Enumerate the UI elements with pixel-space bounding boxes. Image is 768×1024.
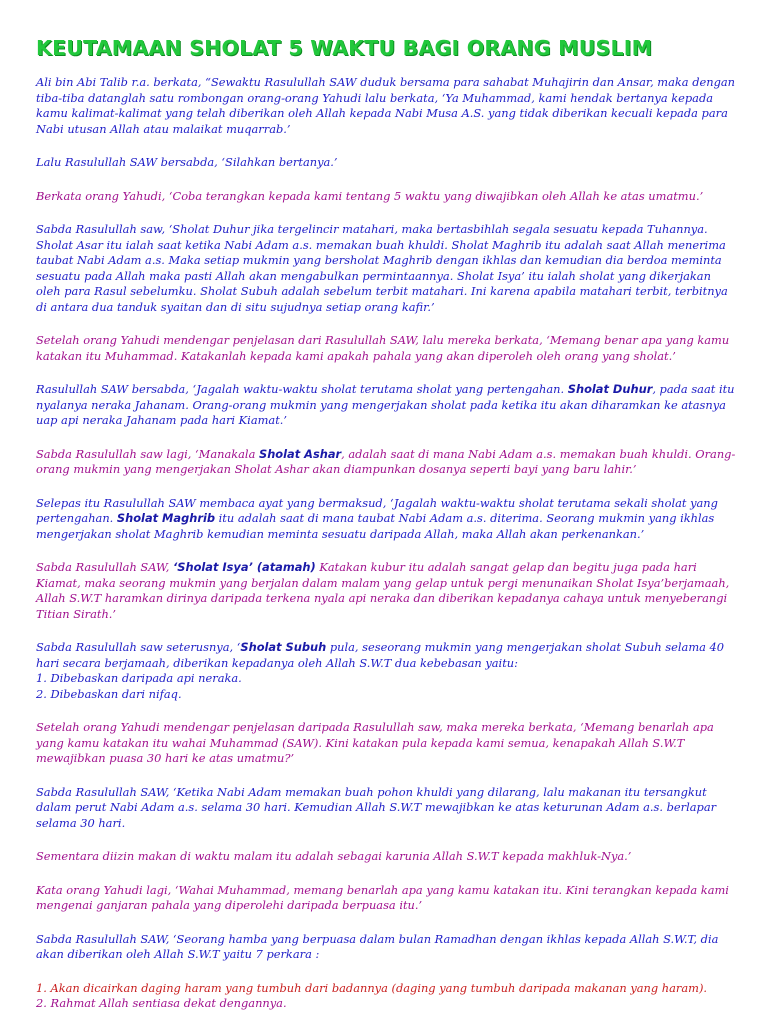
freedom-item-2: 2. Dibebaskan dari nifaq.: [36, 686, 182, 701]
highlight-sholat-subuh: Sholat Subuh: [240, 640, 327, 654]
page-title: KEUTAMAAN SHOLAT 5 WAKTU BAGI ORANG MUSLIM: [36, 36, 653, 60]
paragraph-intro: Ali bin Abi Talib r.a. berkata, “Sewaktu Rasulullah SAW duduk bersama para sahabat Muhajirin dan Ansar, maka dengan tiba-tiba datanglah satu rombongan orang-orang Yahudi lalu berkata, ‘Ya Muhammad, kami hendak bertanya kepada kamu kalimat-kalimat yang telah diberikan oleh Allah kepada Nabi Musa A.S. yang tidak diberikan kecuali kepada para Nabi utusan Allah atau malaikat muqarrab.’: [36, 75, 735, 136]
paragraph-7-text-c: , adalah saat di mana Nabi Adam a.s. memakan buah khuldi. Orang-orang mukmin yang mengerjakan Sholat Ashar akan diampunkan dosanya seperti bayi yang baru lahir.’: [36, 446, 736, 476]
paragraph-7-text-a: Sabda Rasulullah saw lagi, ‘Manakala: [36, 446, 259, 461]
highlight-sholat-maghrib: Sholat Maghrib: [116, 511, 216, 525]
paragraph-6: [36, 382, 736, 429]
paragraph-8-text-a: Selepas itu Rasulullah SAW membaca ayat yang bermaksud, ‘Jagalah waktu-waktu sholat terutama sekali sholat yang pertengahan.: [36, 495, 718, 525]
freedom-item-1: 1. Dibebaskan daripada api neraka.: [36, 671, 242, 685]
paragraph-12: Sabda Rasulullah SAW, ‘Ketika Nabi Adam memakan buah pohon khuldi yang dilarang, lalu makanan itu tersangkut dalam perut Nabi Adam a.s. selama 30 hari. Kemudian Allah S.W.T mewajibkan ke atas keturunan Adam a.s. berlapar selama 30 hari.: [36, 784, 717, 830]
paragraph-10-text-a: Sabda Rasulullah saw seterusnya, ‘: [36, 640, 241, 654]
article-body: [36, 75, 736, 1012]
paragraph-9-text-c: Katakan kubur itu adalah sangat gelap dan begitu juga pada hari Kiamat, maka seorang mukmin yang berjalan dalam malam yang gelap untuk pergi menunaikan Sholat Isya’berjamaah, Allah S.W.T haramkan dirinya daripada terkena nyala api neraka dan diberikan kepadanya cahaya untuk menyeberangi Titian Sirath.’: [36, 560, 730, 621]
paragraph-4: Sabda Rasulullah saw, ‘Sholat Duhur jika tergelincir matahari, maka bertasbihlah segala sesuatu kepada Tuhannya. Sholat Asar itu ialah saat ketika Nabi Adam a.s. memakan buah khuldi. Sholat Maghrib itu adalah saat Allah menerima taubat Nabi Adam a.s. Maka setiap mukmin yang bersholat Maghrib dengan ikhlas dan kemudian dia berdoa meminta sesuatu pada Allah maka pasti Allah akan mengabulkan permintaannya. Sholat Isya’ itu ialah sholat yang dikerjakan oleh para Rasul sebelumku. Sholat Subuh adalah sebelum terbit matahari. Ini karena apabila matahari terbit, terbitnya di antara dua tanduk syaitan dan di situ sujudnya setiap orang kafir.’: [36, 222, 728, 314]
paragraph-13: Sementara diizin makan di waktu malam itu adalah sebagai karunia Allah S.W.T kepada makhluk-Nya.’: [36, 849, 632, 863]
paragraph-15: Sabda Rasulullah SAW, ‘Seorang hamba yang berpuasa dalam bulan Ramadhan dengan ikhlas kepada Allah S.W.T, dia akan diberikan oleh Allah S.W.T yaitu 7 perkara :: [36, 931, 719, 961]
paragraph-2: Lalu Rasulullah SAW bersabda, ‘Silahkan bertanya.’: [36, 155, 338, 169]
paragraph-5: Setelah orang Yahudi mendengar penjelasan dari Rasulullah SAW, lalu mereka berkata, ‘Memang benar apa yang kamu katakan itu Muhammad. Katakanlah kepada kami apakah pahala yang akan diperoleh oleh orang yang sholat.’: [36, 333, 730, 363]
paragraph-6-text-a: Rasulullah SAW bersabda, ‘Jagalah waktu-waktu sholat terutama sholat yang pertengahan.: [36, 382, 568, 396]
highlight-sholat-duhur: Sholat Duhur: [567, 382, 653, 396]
paragraph-10-text-c: pula, seseorang mukmin yang mengerjakan sholat Subuh selama 40 hari secara berjamaah, diberikan kepadanya oleh Allah S.W.T dua kebebasan yaitu:: [36, 640, 725, 670]
paragraph-8: [36, 496, 736, 543]
paragraph-14: Kata orang Yahudi lagi, ‘Wahai Muhammad, memang benarlah apa yang kamu katakan itu. Kini terangkan kepada kami mengenai ganjaran pahala yang diperolehi daripada berpuasa itu.’: [36, 882, 729, 912]
paragraph-10: [36, 640, 736, 702]
paragraph-3: Berkata orang Yahudi, ‘Coba terangkan kepada kami tentang 5 waktu yang diwajibkan oleh Allah ke atas umatmu.’: [36, 188, 704, 203]
paragraph-9: [36, 560, 736, 622]
paragraph-11: Setelah orang Yahudi mendengar penjelasan daripada Rasulullah saw, maka mereka berkata, ‘Memang benarlah apa yang kamu katakan itu wahai Muhammad (SAW). Kini katakan pula kepada kami semua, kenapakah Allah S.W.T mewajibkan puasa 30 hari ke atas umatmu?’: [36, 720, 714, 765]
reward-item-2: 2. Rahmat Allah sentiasa dekat dengannya.: [36, 996, 287, 1010]
highlight-sholat-ashar: Sholat Ashar: [258, 446, 342, 461]
paragraph-6-text-c: , pada saat itu nyalanya neraka Jahanam. Orang-orang mukmin yang mengerjakan sholat pada ketika itu akan diharamkan ke atasnya uap api neraka Jahanam pada hari Kiamat.’: [36, 382, 735, 427]
reward-list: [36, 981, 736, 1012]
paragraph-9-text-a: Sabda Rasulullah SAW,: [36, 560, 173, 574]
reward-item-1: 1. Akan dicairkan daging haram yang tumbuh dari badannya (daging yang tumbuh daripada makanan yang haram).: [36, 980, 708, 995]
highlight-sholat-isya: ‘Sholat Isya’ (atamah): [172, 560, 316, 574]
paragraph-7: [36, 447, 736, 478]
paragraph-8-text-c: itu adalah saat di mana taubat Nabi Adam a.s. diterima. Seorang mukmin yang ikhlas mengerjakan sholat Maghrib kemudian meminta sesuatu daripada Allah, maka Allah akan perkenankan.’: [36, 511, 715, 541]
